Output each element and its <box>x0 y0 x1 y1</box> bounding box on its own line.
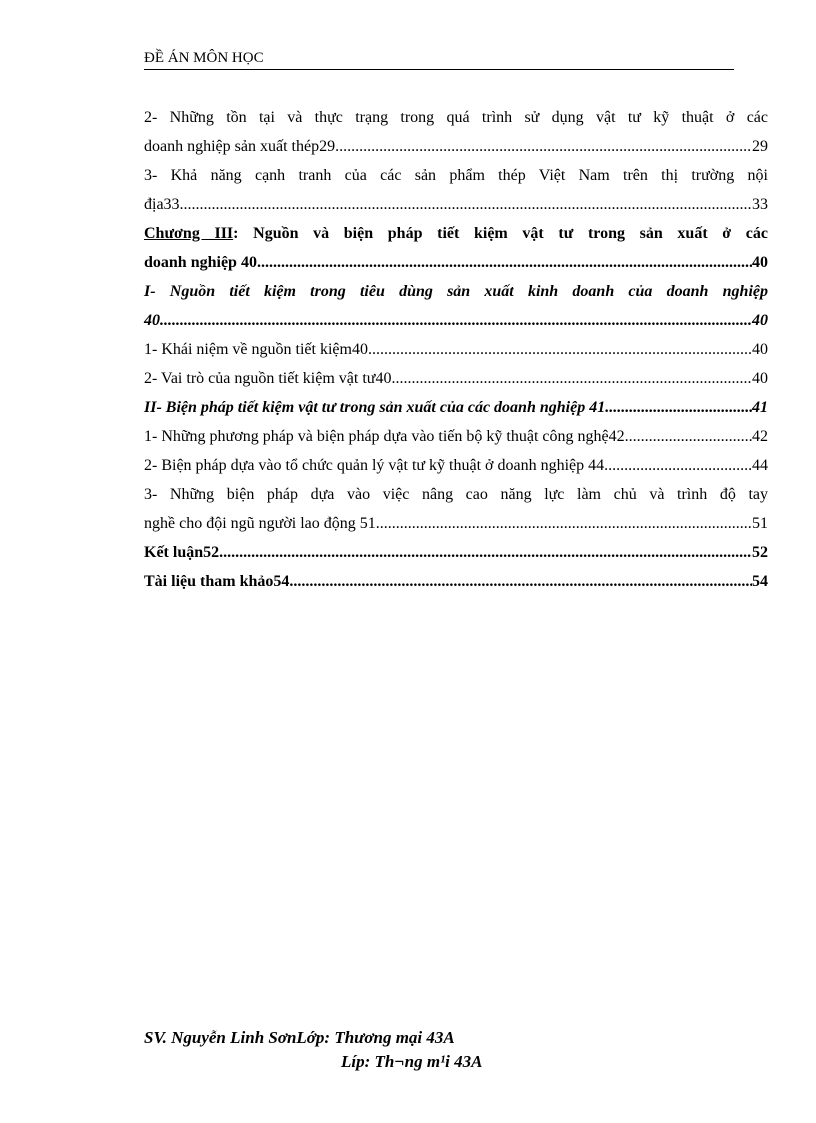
page-number: 40 <box>752 341 768 358</box>
toc-entry[interactable] <box>144 103 768 161</box>
dot-leader <box>625 422 752 451</box>
toc-entry-text: 3- Khả năng cạnh tranh của các sản phẩm thép Việt Nam trên thị trường nội <box>144 167 768 184</box>
toc-entry-text-cont: doanh nghiệp 40 <box>144 254 257 271</box>
page-footer <box>144 1026 744 1074</box>
toc-entry-text-cont: nghề cho đội ngũ người lao động 51 <box>144 515 376 532</box>
toc-entry-text: II- Biện pháp tiết kiệm vật tư trong sản xuất của các doanh nghiệp 41 <box>144 399 606 416</box>
toc-entry-text: I- Nguồn tiết kiệm trong tiêu dùng sản xuất kinh doanh của doanh nghiệp <box>144 283 768 300</box>
chapter-label: Chương III <box>144 225 234 242</box>
toc-entry-text-cont: địa33 <box>144 196 180 213</box>
page-number: 42 <box>752 428 768 445</box>
toc-entry-text: 3- Những biện pháp dựa vào việc nâng cao năng lực làm chủ và trình độ tay <box>144 486 768 503</box>
chapter-title: : Nguồn và biện pháp tiết kiệm vật tư trong sản xuất ở các <box>233 225 769 242</box>
dot-leader <box>376 509 752 538</box>
toc-entry[interactable] <box>144 161 768 219</box>
toc-entry-conclusion[interactable] <box>144 538 768 567</box>
dot-leader <box>335 132 752 161</box>
toc-entry[interactable] <box>144 335 768 364</box>
dot-leader <box>289 567 752 596</box>
dot-leader <box>219 538 752 567</box>
page-number: 40 <box>752 312 768 329</box>
toc-entry-references[interactable] <box>144 567 768 596</box>
toc-entry-text-cont: doanh nghiệp sản xuất thép29 <box>144 138 336 155</box>
dot-leader <box>180 190 752 219</box>
toc-entry-text: Kết luận52 <box>144 544 220 561</box>
toc-chapter-entry[interactable] <box>144 219 768 277</box>
page-number: 41 <box>752 399 768 416</box>
dot-leader <box>604 451 752 480</box>
toc-entry-text: Tài liệu tham khảo54 <box>144 573 290 590</box>
toc-entry[interactable] <box>144 451 768 480</box>
toc-entry-text: 1- Khái niệm về nguồn tiết kiệm40 <box>144 341 368 358</box>
toc-entry-text: 2- Biện pháp dựa vào tổ chức quản lý vật tư kỹ thuật ở doanh nghiệp 44 <box>144 457 605 474</box>
page-number: 33 <box>752 196 768 213</box>
page-number: 52 <box>752 544 768 561</box>
page-number: 51 <box>752 515 768 532</box>
toc-entry-text: 1- Những phương pháp và biện pháp dựa vào tiến bộ kỹ thuật công nghệ42 <box>144 428 625 445</box>
toc-entry-text-cont: 40 <box>144 312 160 329</box>
toc-entry[interactable] <box>144 480 768 538</box>
table-of-contents <box>144 103 768 596</box>
header-title: ĐỀ ÁN MÔN HỌC <box>144 50 264 66</box>
toc-entry-text: 2- Vai trò của nguồn tiết kiệm vật tư40 <box>144 370 392 387</box>
toc-entry[interactable] <box>144 364 768 393</box>
toc-entry-text <box>144 219 768 248</box>
page-number: 40 <box>752 370 768 387</box>
page-number: 44 <box>752 457 768 474</box>
page-header <box>144 50 734 70</box>
toc-section-entry[interactable] <box>144 393 768 422</box>
footer-class-garbled: Líp: Th¬ng m¹i 43A <box>341 1052 483 1071</box>
toc-entry-text: 2- Những tồn tại và thực trạng trong quá trình sử dụng vật tư kỹ thuật ở các <box>144 109 768 126</box>
dot-leader <box>160 306 752 335</box>
dot-leader <box>605 393 752 422</box>
toc-entry[interactable] <box>144 422 768 451</box>
footer-author-class: SV. Nguyễn Linh SơnLớp: Thương mại 43A <box>144 1028 455 1047</box>
dot-leader <box>391 364 752 393</box>
toc-section-entry[interactable] <box>144 277 768 335</box>
page-number: 54 <box>752 573 768 590</box>
dot-leader <box>368 335 752 364</box>
page-number: 29 <box>752 138 768 155</box>
page-number: 40 <box>752 254 768 271</box>
dot-leader <box>257 248 752 277</box>
